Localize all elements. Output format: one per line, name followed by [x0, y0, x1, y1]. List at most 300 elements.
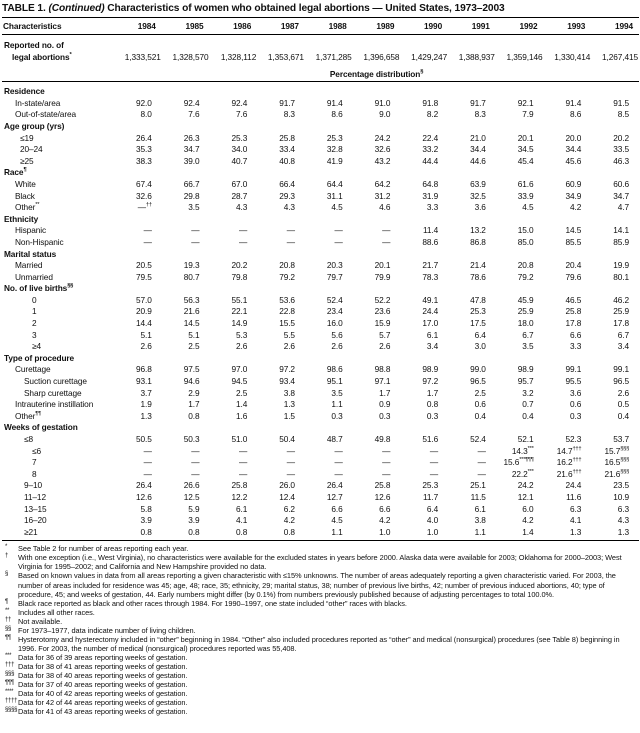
- value-cell: 8.0: [140, 109, 152, 120]
- value-cell: 3.8: [283, 387, 295, 398]
- value-cell: 20.8: [279, 260, 295, 271]
- value-cell: 4.3: [617, 515, 629, 526]
- value-cell: 95.5: [565, 376, 582, 387]
- value-cell: 2.6: [140, 341, 152, 352]
- reported-count-cell: 1,333,521: [124, 52, 161, 63]
- data-row: [2, 191, 639, 203]
- value-cell: 26.4: [326, 480, 343, 491]
- value-cell: 14.5: [183, 318, 200, 329]
- value-cell: 92.4: [183, 97, 200, 108]
- data-row: [2, 330, 639, 342]
- value-cell: [305, 283, 353, 295]
- value-cell: 79.2: [517, 271, 534, 282]
- footnote-marker: §: [420, 69, 424, 76]
- value-cell: 25.3: [326, 132, 343, 143]
- value-cell: [448, 249, 496, 261]
- value-cell: 34.5: [517, 144, 534, 155]
- row-label: Age group (yrs): [4, 120, 65, 131]
- characteristics-header: Characteristics: [2, 18, 114, 35]
- value-cell: 34.0: [231, 144, 248, 155]
- footnote-marker: †††: [572, 445, 582, 452]
- row-label: 3: [32, 329, 37, 340]
- value-cell: 97.1: [374, 376, 391, 387]
- value-cell: 0.3: [379, 410, 391, 421]
- reported-label-line1: Reported no. of: [4, 40, 64, 50]
- value-cell: 96.5: [470, 376, 486, 387]
- value-cell: 15.6***¶¶¶: [503, 457, 534, 468]
- value-cell: 4.2: [570, 202, 582, 213]
- value-cell: [496, 249, 544, 261]
- data-row: [2, 295, 639, 307]
- value-cell: 79.7: [326, 271, 343, 282]
- value-cell: 4.3: [283, 202, 295, 213]
- value-cell: [210, 121, 258, 133]
- value-cell: 5.7: [379, 329, 391, 340]
- value-cell: [496, 422, 544, 434]
- footnote-marker: ***: [5, 652, 12, 659]
- value-cell: 52.1: [517, 434, 534, 444]
- value-cell: 14.9: [231, 318, 248, 329]
- value-cell: 92.0: [136, 97, 152, 108]
- value-cell: [210, 283, 258, 295]
- value-cell: [162, 422, 210, 434]
- value-cell: —: [191, 457, 200, 468]
- value-cell: 13.2: [470, 225, 486, 236]
- table-number: TABLE 1.: [2, 3, 46, 14]
- value-cell: 16.2†††: [556, 457, 582, 468]
- value-cell: 5.9: [188, 503, 200, 514]
- value-cell: [400, 121, 448, 133]
- row-label: Other¶¶: [15, 410, 41, 421]
- value-cell: 25.8: [374, 480, 391, 491]
- year-column-header: 1987: [257, 18, 305, 35]
- value-cell: 0.8: [426, 399, 439, 410]
- value-cell: 0.6: [570, 399, 582, 410]
- value-cell: [591, 353, 639, 365]
- value-cell: 53.7: [613, 434, 629, 444]
- section-row: [2, 249, 639, 261]
- footnote: §§ For 1973–1977, data indicate number of living children.: [5, 625, 196, 635]
- value-cell: 6.4: [474, 329, 486, 340]
- value-cell: 61.6: [517, 178, 534, 189]
- data-row: [2, 388, 639, 400]
- value-cell: —: [382, 445, 391, 456]
- value-cell: 93.1: [136, 376, 152, 387]
- row-label: Married: [15, 260, 43, 271]
- value-cell: [496, 121, 544, 133]
- footnote: ¶ Black race reported as black and other races through 1984. For 1990–1997, one state included “other” races with blacks.: [5, 598, 407, 608]
- data-row: [2, 179, 639, 191]
- value-cell: [257, 121, 305, 133]
- data-row: [2, 480, 639, 492]
- value-cell: [353, 422, 401, 434]
- value-cell: [353, 167, 401, 179]
- value-cell: 0.5: [617, 399, 629, 410]
- data-row: [2, 411, 639, 423]
- value-cell: 0.7: [522, 399, 534, 410]
- value-cell: 23.4: [326, 306, 343, 317]
- value-cell: —: [191, 225, 200, 236]
- footnote-marker: §§: [67, 283, 74, 290]
- value-cell: 91.4: [565, 97, 582, 108]
- percentage-distribution-header: Percentage distribution§: [114, 63, 639, 81]
- value-cell: [114, 214, 162, 226]
- value-cell: 4.3: [235, 202, 248, 213]
- value-cell: 97.5: [183, 364, 200, 375]
- value-cell: 45.6: [565, 155, 582, 166]
- value-cell: 50.5: [136, 434, 152, 444]
- value-cell: 46.3: [613, 155, 629, 166]
- data-row: [2, 272, 639, 284]
- value-cell: 40.7: [231, 155, 248, 166]
- value-cell: 44.4: [422, 155, 439, 166]
- value-cell: 6.3: [617, 503, 629, 514]
- value-cell: 55.1: [231, 294, 248, 305]
- value-cell: 20.1: [374, 260, 391, 271]
- row-label: Suction curettage: [24, 376, 87, 387]
- section-row: [2, 283, 639, 295]
- value-cell: [210, 249, 258, 261]
- value-cell: 98.6: [326, 364, 343, 375]
- value-cell: 12.2: [231, 491, 248, 502]
- value-cell: 99.1: [565, 364, 582, 375]
- value-cell: 3.5: [522, 341, 534, 352]
- value-cell: 91.8: [422, 97, 439, 108]
- reported-count-cell: 1,330,414: [554, 52, 591, 63]
- value-cell: 46.2: [613, 294, 629, 305]
- value-cell: 64.8: [422, 178, 439, 189]
- value-cell: 60.9: [565, 178, 582, 189]
- value-cell: 5.8: [140, 503, 152, 514]
- value-cell: 3.3: [570, 341, 582, 352]
- value-cell: 52.3: [565, 434, 582, 444]
- value-cell: [400, 167, 448, 179]
- value-cell: 8.6: [570, 109, 582, 120]
- value-cell: 31.1: [326, 190, 343, 201]
- value-cell: 5.3: [235, 329, 248, 340]
- footnote: ¶¶ Hysterotomy and hysterectomy included in “other” beginning in 1984. “Other” also included procedures reported as “other” and medical (nonsurgical) procedures (see Table 8) beginning in 1996. For 2003, the number of medical (nonsurgical) procedures reported was 55,408.: [5, 634, 620, 653]
- footnote: ¶¶¶ Data for 37 of 40 areas reporting weeks of gestation.: [5, 680, 188, 690]
- value-cell: 4.2: [379, 515, 391, 526]
- value-cell: 78.6: [470, 271, 486, 282]
- section-row: [2, 81, 639, 98]
- data-row: [2, 202, 639, 214]
- value-cell: 5.1: [140, 329, 152, 340]
- value-cell: [257, 249, 305, 261]
- value-cell: 91.7: [279, 97, 295, 108]
- value-cell: 14.7†††: [556, 445, 582, 456]
- value-cell: 78.3: [422, 271, 439, 282]
- value-cell: 46.5: [565, 294, 582, 305]
- value-cell: 22.1: [231, 306, 248, 317]
- value-cell: [544, 121, 592, 133]
- value-cell: 67.0: [231, 178, 248, 189]
- value-cell: 50.3: [183, 434, 200, 444]
- value-cell: [305, 167, 353, 179]
- value-cell: 45.4: [517, 155, 534, 166]
- year-column-header: 1991: [448, 18, 496, 35]
- row-label: Intrauterine instillation: [15, 399, 94, 410]
- value-cell: [544, 422, 592, 434]
- value-cell: 66.7: [183, 178, 200, 189]
- data-row: [2, 318, 639, 330]
- value-cell: 15.5: [279, 318, 295, 329]
- value-cell: [448, 422, 496, 434]
- value-cell: 1.3: [140, 410, 152, 421]
- value-cell: 0.3: [570, 410, 582, 421]
- value-cell: 6.6: [379, 503, 391, 514]
- value-cell: 4.5: [331, 202, 343, 213]
- characteristics-table: [2, 18, 639, 541]
- value-cell: 2.6: [331, 341, 343, 352]
- value-cell: [114, 249, 162, 261]
- value-cell: [591, 121, 639, 133]
- value-cell: 0.8: [210, 527, 258, 541]
- value-cell: —: [239, 457, 248, 468]
- value-cell: 91.0: [374, 97, 391, 108]
- value-cell: 31.9: [422, 190, 439, 201]
- value-cell: [162, 81, 210, 98]
- footnote: §§§ Data for 38 of 40 areas reporting weeks of gestation.: [5, 671, 188, 680]
- value-cell: [114, 121, 162, 133]
- value-cell: —: [334, 445, 343, 456]
- value-cell: —: [286, 457, 295, 468]
- value-cell: 51.6: [422, 434, 439, 444]
- footnote-marker: ***: [527, 469, 534, 476]
- value-cell: 97.2: [279, 364, 295, 375]
- value-cell: —: [286, 225, 295, 236]
- footnote-marker: *: [69, 51, 72, 58]
- value-cell: [448, 81, 496, 98]
- value-cell: —: [191, 468, 200, 479]
- value-cell: 11.7: [422, 491, 439, 502]
- value-cell: 32.6: [374, 144, 391, 155]
- value-cell: —: [286, 236, 295, 247]
- value-cell: 4.2: [522, 515, 534, 526]
- value-cell: 67.4: [136, 178, 152, 189]
- data-row: [2, 515, 639, 527]
- value-cell: 85.9: [613, 236, 629, 247]
- data-row: [2, 98, 639, 110]
- value-cell: 7.6: [235, 109, 248, 120]
- value-cell: 14.1: [613, 225, 629, 236]
- value-cell: 7.6: [188, 109, 200, 120]
- data-row: [2, 434, 639, 446]
- value-cell: 33.2: [422, 144, 439, 155]
- value-cell: 24.2: [517, 480, 534, 491]
- value-cell: 3.6: [570, 387, 582, 398]
- row-label: Race¶: [4, 167, 27, 178]
- row-label: 1: [32, 306, 37, 317]
- value-cell: 17.0: [422, 318, 439, 329]
- percentage-distribution-row: [2, 63, 639, 81]
- value-cell: 3.9: [140, 515, 152, 526]
- value-cell: 2.6: [235, 341, 248, 352]
- reported-count-cell: 1,328,570: [172, 52, 209, 63]
- row-label: Curettage: [15, 364, 51, 375]
- value-cell: 19.9: [613, 260, 629, 271]
- value-cell: [496, 81, 544, 98]
- value-cell: 21.7: [422, 260, 439, 271]
- value-cell: 32.8: [326, 144, 343, 155]
- value-cell: 6.1: [426, 329, 439, 340]
- footnote-marker: **: [35, 202, 40, 209]
- value-cell: 21.6†††: [556, 468, 582, 479]
- value-cell: 88.6: [422, 236, 439, 247]
- row-label: 9–10: [24, 480, 43, 491]
- value-cell: 3.2: [522, 387, 534, 398]
- value-cell: [353, 283, 401, 295]
- table-continued-label: (Continued): [48, 3, 105, 14]
- value-cell: 23.5: [613, 480, 629, 491]
- value-cell: 12.4: [279, 491, 295, 502]
- footnote-marker: §: [5, 571, 9, 578]
- value-cell: [305, 422, 353, 434]
- footnote-marker: §§§: [620, 469, 629, 476]
- value-cell: 35.3: [136, 144, 152, 155]
- value-cell: 1.1: [448, 527, 496, 541]
- value-cell: 29.3: [279, 190, 295, 201]
- value-cell: [544, 167, 592, 179]
- value-cell: 43.2: [374, 155, 391, 166]
- value-cell: 32.6: [136, 190, 152, 201]
- footnote-marker: **: [5, 607, 10, 614]
- row-label: Ethnicity: [4, 213, 39, 224]
- value-cell: 6.0: [522, 503, 534, 514]
- year-column-header: 1984: [114, 18, 162, 35]
- value-cell: [353, 353, 401, 365]
- value-cell: 3.6: [474, 202, 486, 213]
- value-cell: [257, 81, 305, 98]
- value-cell: [114, 81, 162, 98]
- value-cell: [305, 121, 353, 133]
- value-cell: 3.3: [426, 202, 439, 213]
- value-cell: [591, 167, 639, 179]
- value-cell: 16.0: [326, 318, 343, 329]
- value-cell: 1.4: [235, 399, 248, 410]
- value-cell: 25.9: [517, 306, 534, 317]
- value-cell: 6.1: [474, 503, 486, 514]
- value-cell: 8.3: [474, 109, 486, 120]
- section-row: [2, 353, 639, 365]
- value-cell: 4.5: [522, 202, 534, 213]
- value-cell: 21.6: [183, 306, 200, 317]
- value-cell: 1.3: [591, 527, 639, 541]
- value-cell: 0.6: [474, 399, 486, 410]
- value-cell: 50.4: [279, 434, 295, 444]
- value-cell: 23.6: [374, 306, 391, 317]
- year-column-header: 1994: [591, 18, 639, 35]
- value-cell: [591, 283, 639, 295]
- value-cell: 4.1: [570, 515, 582, 526]
- value-cell: 15.0: [517, 225, 534, 236]
- value-cell: 3.5: [331, 387, 343, 398]
- value-cell: 26.6: [183, 480, 200, 491]
- value-cell: [400, 249, 448, 261]
- footnote-marker: ¶: [23, 167, 27, 174]
- value-cell: [544, 353, 592, 365]
- data-row: [2, 446, 639, 458]
- value-cell: [257, 422, 305, 434]
- value-cell: 0.4: [522, 410, 534, 421]
- value-cell: 18.0: [517, 318, 534, 329]
- data-row: [2, 504, 639, 516]
- value-cell: 1.1: [305, 527, 353, 541]
- value-cell: 95.1: [326, 376, 343, 387]
- value-cell: 22.4: [422, 132, 439, 143]
- footnote-marker: †: [5, 553, 9, 560]
- row-label: Hispanic: [15, 225, 47, 236]
- value-cell: —: [239, 445, 248, 456]
- value-cell: 2.5: [474, 387, 486, 398]
- value-cell: 17.5: [470, 318, 486, 329]
- value-cell: 3.8: [474, 515, 486, 526]
- value-cell: 25.9: [613, 306, 629, 317]
- value-cell: 25.3: [470, 306, 486, 317]
- data-row: [2, 399, 639, 411]
- value-cell: —: [286, 445, 295, 456]
- value-cell: [496, 167, 544, 179]
- value-cell: 8.2: [426, 109, 439, 120]
- row-label: Unmarried: [15, 271, 53, 282]
- value-cell: [210, 214, 258, 226]
- footnote-marker: ¶¶: [35, 411, 41, 418]
- value-cell: 1.0: [400, 527, 448, 541]
- footnote-marker: †††: [572, 457, 582, 464]
- row-label: Weeks of gestation: [4, 422, 78, 433]
- row-label: White: [15, 178, 36, 189]
- row-label: 11–12: [24, 491, 46, 502]
- data-row: [2, 341, 639, 353]
- value-cell: —: [143, 468, 152, 479]
- value-cell: —: [382, 236, 391, 247]
- value-cell: 6.3: [570, 503, 582, 514]
- value-cell: 0.8: [162, 527, 210, 541]
- value-cell: 8.6: [331, 109, 343, 120]
- value-cell: 6.6: [570, 329, 582, 340]
- footnote-marker: ***¶¶¶: [519, 457, 534, 464]
- value-cell: 11.4: [422, 225, 439, 236]
- value-cell: 21.0: [470, 132, 486, 143]
- value-cell: [591, 214, 639, 226]
- value-cell: —: [477, 468, 486, 479]
- year-column-header: 1992: [496, 18, 544, 35]
- row-label: 13–15: [24, 503, 47, 514]
- value-cell: [210, 353, 258, 365]
- value-cell: 0.3: [426, 410, 439, 421]
- value-cell: —: [239, 236, 248, 247]
- value-cell: 63.9: [470, 178, 486, 189]
- value-cell: 56.3: [183, 294, 200, 305]
- value-cell: 41.9: [326, 155, 343, 166]
- footnote: * See Table 2 for number of areas reporting each year.: [5, 544, 189, 554]
- footnote: *** Data for 36 of 39 areas reporting weeks of gestation.: [5, 652, 188, 662]
- value-cell: 15.9: [374, 318, 391, 329]
- data-row: [2, 156, 639, 168]
- value-cell: 7.9: [522, 109, 534, 120]
- value-cell: 22.2***: [511, 468, 534, 479]
- value-cell: 0.9: [379, 399, 391, 410]
- value-cell: 12.5: [183, 491, 200, 502]
- value-cell: [257, 214, 305, 226]
- value-cell: [305, 249, 353, 261]
- section-row: [2, 214, 639, 226]
- value-cell: 1.6: [235, 410, 248, 421]
- row-label: Residence: [4, 86, 45, 97]
- value-cell: 2.9: [188, 387, 200, 398]
- value-cell: —††: [137, 202, 152, 213]
- section-row: [2, 167, 639, 179]
